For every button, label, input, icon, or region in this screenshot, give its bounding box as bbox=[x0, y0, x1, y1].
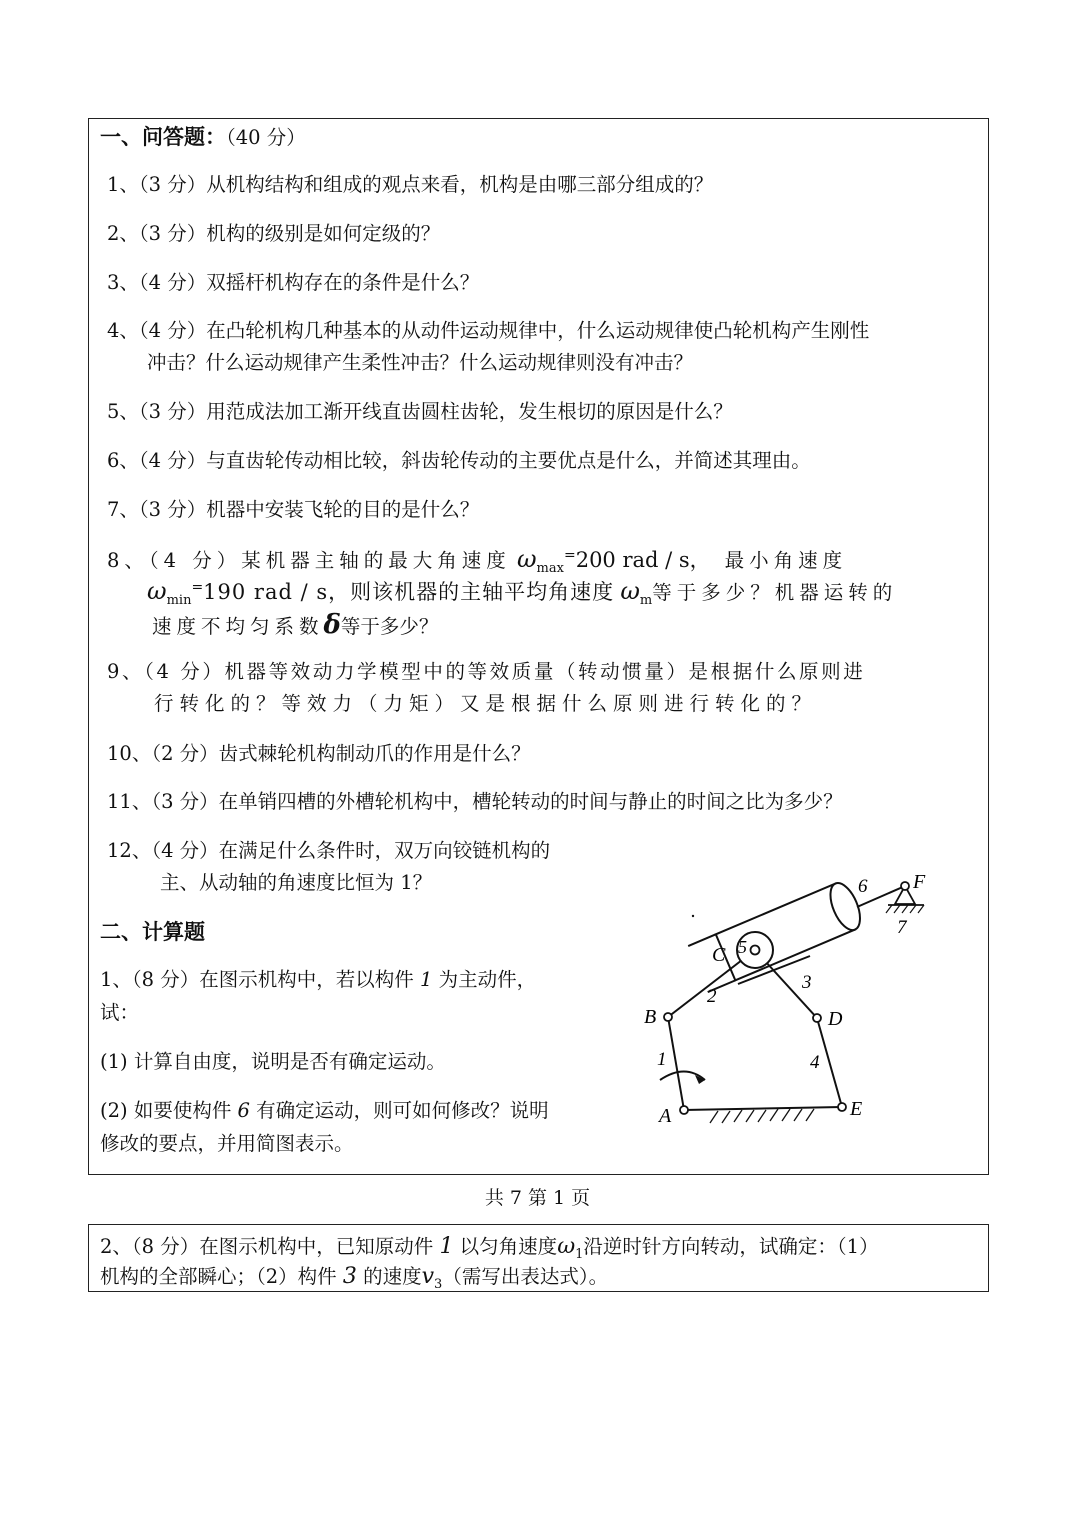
question-6: 6、（4 分）与直齿轮传动相比较，斜齿轮传动的主要优点是什么，并简述其理由。 bbox=[107, 449, 811, 472]
velocity-symbol: v bbox=[421, 1264, 435, 1289]
mechanism-diagram bbox=[620, 860, 960, 1140]
label-3: 3 bbox=[802, 972, 812, 993]
label-a: A bbox=[659, 1105, 672, 1127]
label-5: 5 bbox=[738, 937, 747, 957]
equals-sign: = bbox=[191, 579, 204, 596]
stray-dot bbox=[692, 915, 694, 917]
joint-a bbox=[680, 1106, 688, 1114]
label-e: E bbox=[850, 1098, 863, 1120]
joint-d bbox=[813, 1014, 821, 1022]
label-f: F bbox=[913, 871, 926, 893]
problem-1-line-1: 1、（8 分）在图示机构中，若以构件 1 为主动件， bbox=[100, 968, 537, 991]
label-b: B bbox=[644, 1006, 657, 1028]
section1-points: （40 分） bbox=[226, 126, 306, 149]
delta-symbol: δ bbox=[323, 610, 341, 640]
problem-2-line-2: 机构的全部瞬心；（2）构件 3 的速度$v_3$（需写出表达式）。 bbox=[100, 1264, 609, 1292]
label-c: C bbox=[712, 944, 726, 966]
problem-2-line-1: 2、（8 分）在图示机构中，已知原动件 1 以匀角速度$\omega_1$沿逆时针方向转动，试确定：（1） bbox=[100, 1234, 879, 1262]
label-7: 7 bbox=[897, 917, 907, 938]
question-7: 7、（3 分）机器中安装飞轮的目的是什么？ bbox=[107, 498, 480, 521]
question-11: 11、（3 分）在单销四槽的外槽轮机构中，槽轮转动的时间与静止的时间之比为多少？ bbox=[107, 790, 843, 813]
label-4: 4 bbox=[810, 1052, 820, 1073]
joint-c bbox=[751, 946, 760, 955]
question-3: 3、（4 分）双摇杆机构存在的条件是什么？ bbox=[107, 271, 480, 294]
question-8-line-3: 速度不均匀系数δ等于多少？ bbox=[152, 610, 439, 640]
page-footer: 共 7 第 1 页 bbox=[484, 1187, 591, 1209]
joint-e bbox=[838, 1103, 846, 1111]
omega-symbol: ω bbox=[557, 1234, 576, 1259]
label-d: D bbox=[828, 1008, 843, 1030]
question-12-line-2: 主、从动轴的角速度比恒为 1？ bbox=[160, 871, 433, 894]
link-1 bbox=[668, 1017, 684, 1110]
question-5: 5、（3 分）用范成法加工渐开线直齿圆柱齿轮，发生根切的原因是什么？ bbox=[107, 400, 733, 423]
ground-hatching bbox=[710, 1109, 814, 1123]
label-2: 2 bbox=[707, 986, 717, 1007]
equals-sign: = bbox=[563, 547, 576, 564]
problem-1-part-2-line-2: 修改的要点，并用简图表示。 bbox=[100, 1132, 354, 1155]
ground-line bbox=[684, 1107, 842, 1110]
question-8-line-2: $\omega_{min}^=190$ rad / s，则该机器的主轴平均角速度 $\omega_m$等于多少？机器运转的 bbox=[147, 577, 898, 608]
link-4 bbox=[817, 1018, 842, 1107]
problem-1-line-2: 试： bbox=[100, 1001, 140, 1024]
joint-b bbox=[664, 1013, 672, 1021]
omega-symbol: ω bbox=[516, 545, 537, 573]
section1-title: 一、问答题： bbox=[100, 125, 226, 149]
omega-symbol: ω bbox=[620, 577, 640, 605]
omega-symbol: ω bbox=[147, 577, 167, 605]
section2-title: 二、计算题 bbox=[100, 920, 205, 944]
question-2: 2、（3 分）机构的级别是如何定级的？ bbox=[107, 222, 441, 245]
joint-f bbox=[901, 882, 909, 890]
question-9-line-2: 行转化的？等效力（力矩）又是根据什么原则进行转化的？ bbox=[154, 692, 818, 715]
question-12-line-1: 12、（4 分）在满足什么条件时，双万向铰链机构的 bbox=[107, 839, 551, 862]
question-4-line-1: 4、（4 分）在凸轮机构几种基本的从动件运动规律中，什么运动规律使凸轮机构产生刚性 bbox=[107, 319, 870, 342]
question-8-line-1: 8、（4 分）某机器主轴的最大角速度 $\omega_{max}^=200$ rad / s， 最小角速度 bbox=[107, 545, 848, 576]
problem-1-part-2-line-1: (2) 如要使构件 6 有确定运动，则可如何修改？说明 bbox=[100, 1099, 549, 1122]
section1-heading bbox=[100, 127, 306, 148]
question-4-line-2: 冲击？什么运动规律产生柔性冲击？什么运动规律则没有冲击？ bbox=[147, 351, 694, 374]
problem-1-part-1: (1) 计算自由度，说明是否有确定运动。 bbox=[100, 1050, 446, 1073]
label-6: 6 bbox=[858, 876, 868, 897]
label-1: 1 bbox=[657, 1049, 667, 1070]
question-10: 10、（2 分）齿式棘轮机构制动爪的作用是什么？ bbox=[107, 742, 531, 765]
question-1: 1、（3 分）从机构结构和组成的观点来看，机构是由哪三部分组成的？ bbox=[107, 173, 714, 196]
question-9-line-1: 9、（4 分）机器等效动力学模型中的等效质量（转动惯量）是根据什么原则进 bbox=[107, 660, 866, 683]
